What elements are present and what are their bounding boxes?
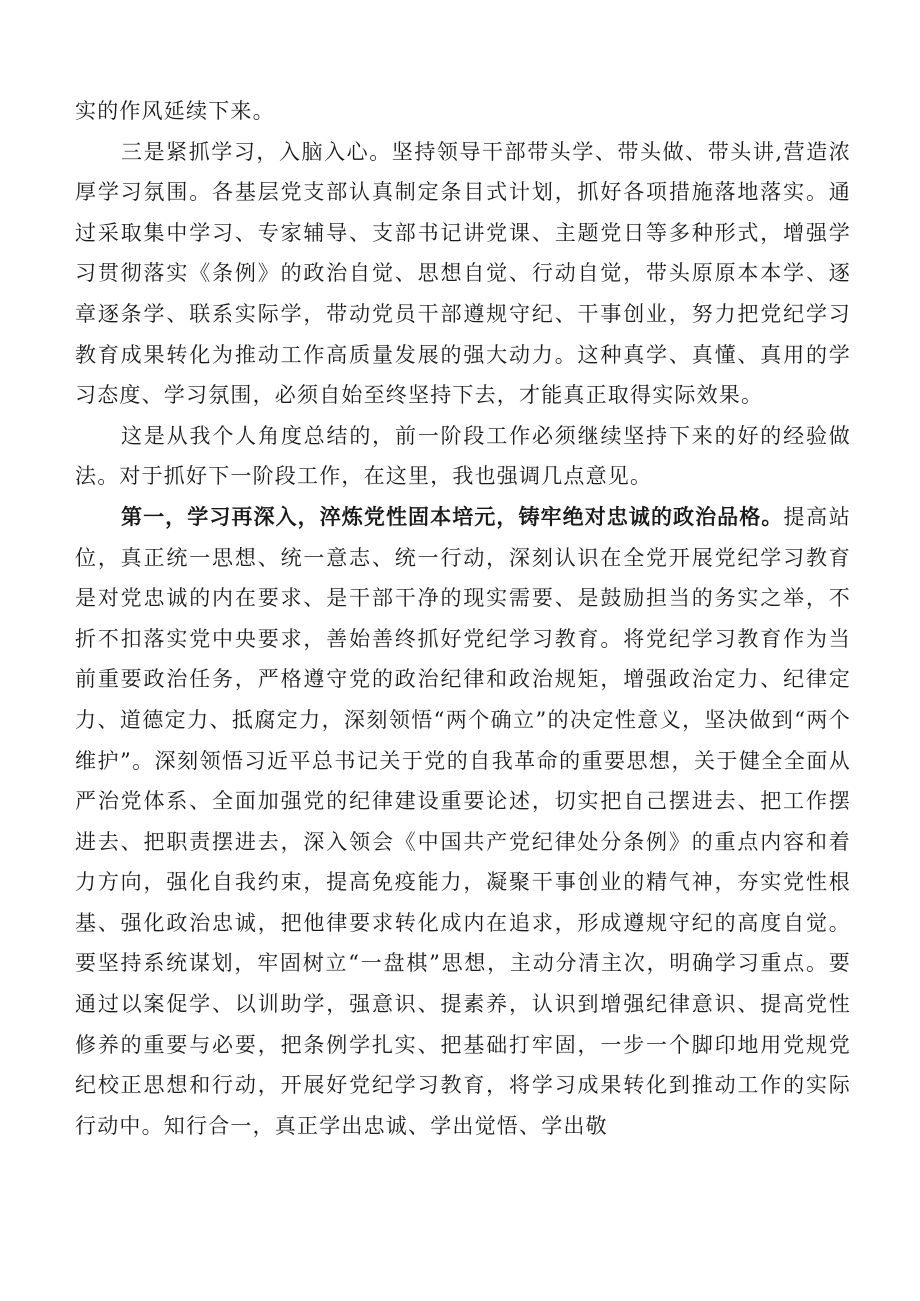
paragraph-text: 这是从我个人角度总结的，前一阶段工作必须继续坚持下来的好的经验做法。对于抓好下一阶段工作，在这里，我也强调几点意见。	[75, 423, 851, 489]
paragraph-text: 提高站位，真正统一思想、统一意志、统一行动，深刻认识在全党开展党纪学习教育是对党忠诚的内在要求、是干部干净的现实需要、是鼓励担当的务实之举，不折不扣落实党中央要求，善始善终抓好党纪学习教育。将党纪学习教育作为当前重要政治任务，严格遵守党的政治纪律和政治规矩，增强政治定力、纪律定力、道德定力、抵腐定力，深刻领悟“两个确立”的决定性意义，坚决做到“两个维护”。深刻领悟习近平总书记关于党的自我革命的重要思想，关于健全全面从严治党体系、全面加强党的纪律建设重要论述，切实把自己摆进去、把工作摆进去、把职责摆进去，深入领会《中国共产党纪律处分条例》的重点内容和着力方向，强化自我约束，提高免疫能力，凝聚干事创业的精气神，夯实党性根基、强化政治忠诚，把他律要求转化成内在追求，形成遵规守纪的高度自觉。要坚持系统谋划，牢固树立“一盘棋”思想，主动分清主次，明确学习重点。要通过以案促学、以训助学，强意识、提素养，认识到增强纪律意识、提高党性修养的重要与必要，把条例学扎实、把基础打牢固，一步一个脚印地用党规党纪校正思想和行动，开展好党纪学习教育，将学习成果转化到推动工作的实际行动中。知行合一，真正学出忠诚、学出觉悟、学出敬	[75, 504, 851, 1138]
paragraph-continuation	[75, 91, 851, 132]
paragraph-text: 实的作风延续下来。	[75, 99, 275, 123]
document-body	[75, 91, 851, 1146]
paragraph-summary	[75, 416, 851, 497]
paragraph-first-point	[75, 497, 851, 1147]
paragraph-text: 三是紧抓学习，入脑入心。坚持领导干部带头学、带头做、带头讲,营造浓厚学习氛围。各基层党支部认真制定条目式计划，抓好各项措施落地落实。通过采取集中学习、专家辅导、支部书记讲党课、主题党日等多种形式，增强学习贯彻落实《条例》的政治自觉、思想自觉、行动自觉，带头原原本本学、逐章逐条学、联系实际学，带动党员干部遵规守纪、干事创业，努力把党纪学习教育成果转化为推动工作高质量发展的强大动力。这种真学、真懂、真用的学习态度、学习氛围，必须自始至终坚持下去，才能真正取得实际效果。	[75, 139, 851, 408]
paragraph-lead-heading: 第一，学习再深入，淬炼党性固本培元，铸牢绝对忠诚的政治品格。	[121, 504, 784, 529]
paragraph-study	[75, 132, 851, 416]
